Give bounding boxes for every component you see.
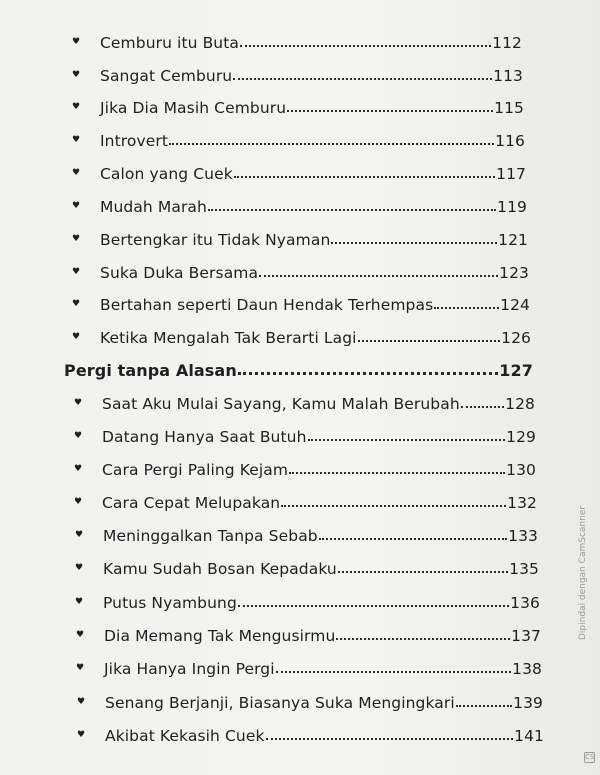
- toc-entry-title: Suka Duka Bersama: [100, 264, 259, 282]
- dot-leader: [319, 537, 507, 540]
- toc-entry-title: Putus Nyambung: [103, 594, 237, 612]
- bullet-icon: ♥: [74, 398, 83, 408]
- toc-entry-page: 113: [493, 67, 523, 85]
- bullet-icon: ♥: [72, 37, 81, 47]
- toc-entry-page: 139: [513, 694, 543, 712]
- bullet-icon: ♥: [72, 168, 81, 178]
- toc-entry-title: Jika Dia Masih Cemburu: [100, 99, 287, 117]
- toc-entry-title: Dia Memang Tak Mengusirmu: [104, 627, 336, 645]
- bullet-icon: ♥: [74, 497, 83, 507]
- dot-leader: [169, 142, 494, 145]
- toc-entry: [75, 588, 540, 612]
- toc-entry: [72, 192, 527, 216]
- toc-entry-page: 129: [506, 428, 536, 446]
- bullet-icon: ♥: [72, 234, 81, 244]
- toc-entry-title: Saat Aku Mulai Sayang, Kamu Malah Berubah: [102, 395, 460, 413]
- toc-entry-page: 132: [507, 494, 537, 512]
- bullet-icon: ♥: [72, 102, 81, 112]
- toc-entry-page: 121: [498, 231, 528, 249]
- dot-leader: [289, 471, 505, 474]
- toc-entry-page: 117: [496, 165, 526, 183]
- dot-leader: [461, 405, 504, 408]
- dot-leader: [266, 737, 514, 740]
- toc-entry: [76, 654, 542, 678]
- toc-entry-page: 116: [495, 132, 525, 150]
- toc-entry: [72, 290, 530, 314]
- toc-entry-page: 123: [499, 264, 529, 282]
- toc-entry-title: Kamu Sudah Bosan Kepadaku: [103, 560, 337, 578]
- bullet-icon: ♥: [74, 464, 83, 474]
- toc-entry-page: 141: [514, 727, 544, 745]
- dot-leader: [208, 208, 496, 211]
- toc-entry-page: 138: [512, 660, 542, 678]
- dot-leader: [238, 371, 498, 375]
- bullet-icon: ♥: [72, 267, 81, 277]
- toc-entry-page: 135: [509, 560, 539, 578]
- toc-entry-title: Meninggalkan Tanpa Sebab: [103, 527, 318, 545]
- toc-entry-title: Cara Cepat Melupakan: [102, 494, 281, 512]
- bullet-icon: ♥: [72, 135, 81, 145]
- toc-entry-title: Sangat Cemburu: [100, 67, 233, 85]
- toc-entry-title: Cemburu itu Buta: [100, 34, 240, 52]
- toc-entry-page: 124: [500, 296, 530, 314]
- toc-entry: [72, 225, 528, 249]
- toc-entry: [72, 258, 529, 282]
- bullet-icon: ♥: [75, 530, 84, 540]
- dot-leader: [233, 77, 492, 80]
- camscanner-logo-icon: CS: [585, 753, 595, 761]
- dot-leader: [240, 44, 491, 47]
- dot-leader: [281, 504, 506, 507]
- bullet-icon: ♥: [77, 730, 86, 740]
- bullet-icon: ♥: [72, 70, 81, 80]
- bullet-icon: ♥: [72, 299, 81, 309]
- toc-entry-title: Introvert: [100, 132, 169, 150]
- toc-entry: [74, 455, 536, 479]
- toc-entry-page: 130: [506, 461, 536, 479]
- toc-entry: [72, 61, 523, 85]
- toc-section-heading: [64, 356, 533, 380]
- toc-entry: [74, 488, 537, 512]
- toc-entry-page: 137: [511, 627, 541, 645]
- dot-leader: [358, 339, 501, 342]
- toc-section-page: 127: [499, 361, 533, 380]
- toc-entry-title: Bertahan seperti Daun Hendak Terhempas: [100, 296, 434, 314]
- scanner-watermark: Dipindai dengan CamScanner: [578, 505, 588, 640]
- toc-entry-page: 128: [505, 395, 535, 413]
- bullet-icon: ♥: [74, 431, 83, 441]
- toc-entry: [75, 554, 539, 578]
- dot-leader: [434, 306, 499, 309]
- toc-entry: [72, 323, 531, 347]
- toc-entry-title: Bertengkar itu Tidak Nyaman: [100, 231, 331, 249]
- toc-entry-page: 115: [494, 99, 524, 117]
- toc-entry-page: 126: [501, 329, 531, 347]
- toc-entry-title: Mudah Marah: [100, 198, 207, 216]
- dot-leader: [234, 175, 495, 178]
- toc-entry-title: Datang Hanya Saat Butuh: [102, 428, 307, 446]
- toc-entry: [72, 93, 524, 117]
- toc-entry: [77, 721, 544, 745]
- toc-entry: [74, 422, 536, 446]
- dot-leader: [308, 438, 506, 441]
- dot-leader: [331, 241, 497, 244]
- toc-entry-page: 136: [510, 594, 540, 612]
- bullet-icon: ♥: [76, 663, 85, 673]
- bullet-icon: ♥: [77, 697, 86, 707]
- toc-entry-title: Ketika Mengalah Tak Berarti Lagi: [100, 329, 357, 347]
- toc-entry-page: 133: [508, 527, 538, 545]
- bullet-icon: ♥: [72, 332, 81, 342]
- bullet-icon: ♥: [75, 597, 84, 607]
- dot-leader: [276, 670, 511, 673]
- dot-leader: [338, 570, 508, 573]
- toc-entry-title: Cara Pergi Paling Kejam: [102, 461, 289, 479]
- dot-leader: [259, 274, 498, 277]
- toc-entry: [74, 389, 535, 413]
- bullet-icon: ♥: [75, 563, 84, 573]
- dot-leader: [287, 109, 493, 112]
- toc-entry-title: Akibat Kekasih Cuek: [105, 727, 265, 745]
- toc-entry-title: Jika Hanya Ingin Pergi: [104, 660, 275, 678]
- toc-entry: [72, 159, 526, 183]
- toc-entry: [72, 28, 522, 52]
- toc-entry-title: Calon yang Cuek: [100, 165, 233, 183]
- toc-entry: [76, 621, 541, 645]
- bullet-icon: ♥: [76, 630, 85, 640]
- toc-section-title: Pergi tanpa Alasan: [64, 361, 237, 380]
- toc-entry: [72, 126, 525, 150]
- bullet-icon: ♥: [72, 201, 81, 211]
- toc-entry: [75, 521, 538, 545]
- toc-entry: [77, 688, 543, 712]
- toc-entry-page: 112: [492, 34, 522, 52]
- dot-leader: [238, 604, 509, 607]
- dot-leader: [336, 637, 510, 640]
- dot-leader: [456, 704, 512, 707]
- toc-entry-page: 119: [497, 198, 527, 216]
- toc-entry-title: Senang Berjanji, Biasanya Suka Mengingkari: [105, 694, 455, 712]
